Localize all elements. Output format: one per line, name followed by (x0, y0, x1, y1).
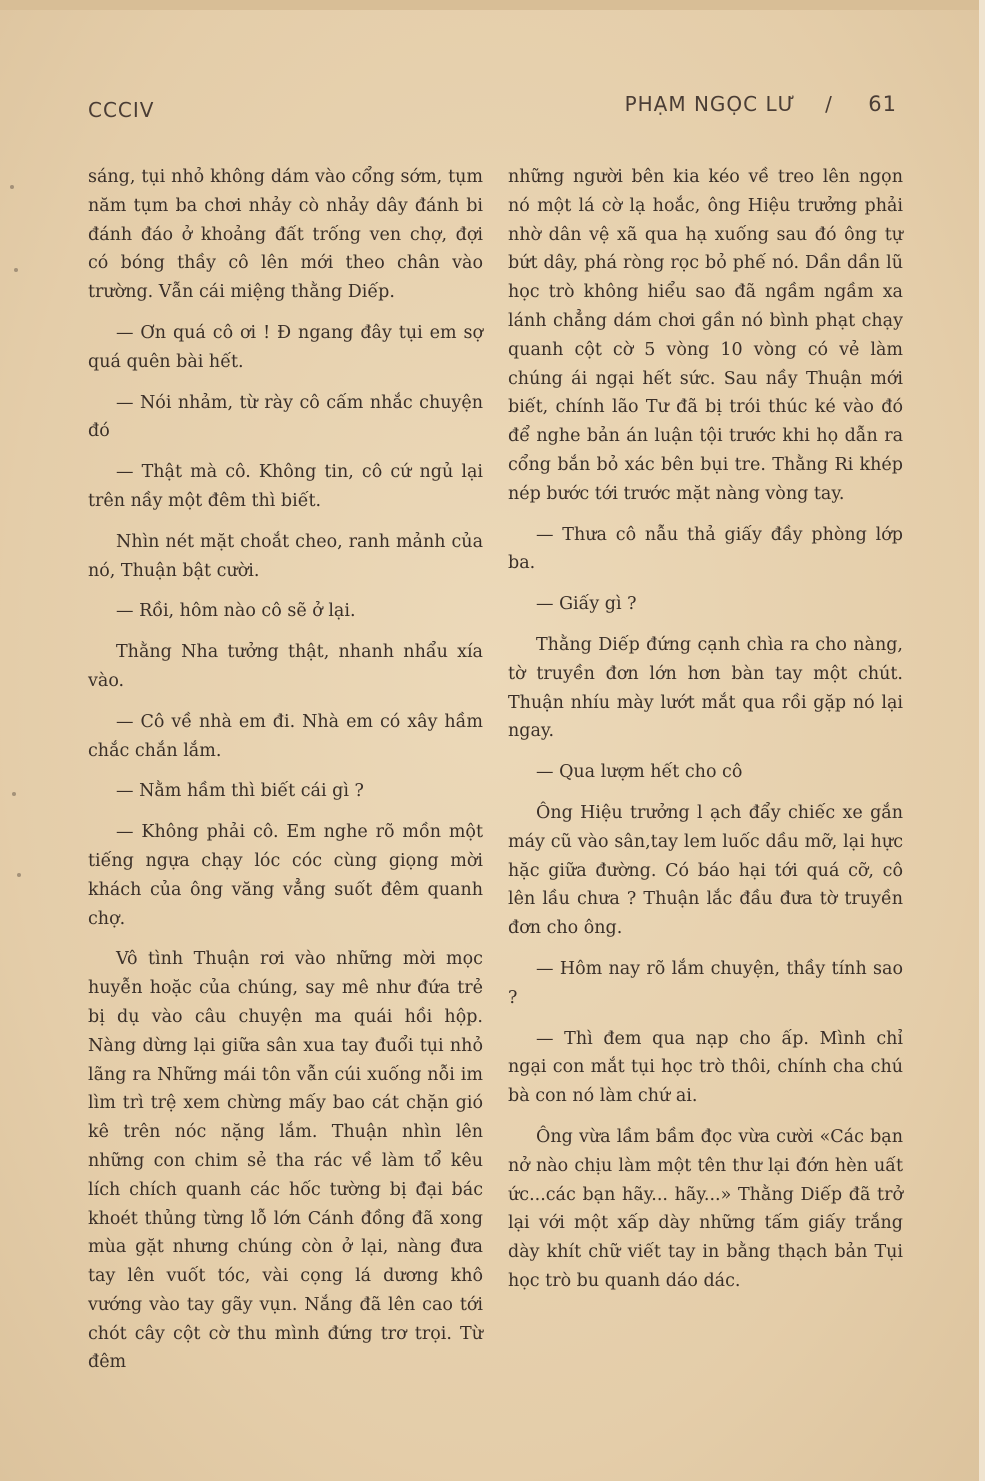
paragraph: — Cô về nhà em đi. Nhà em có xây hầm chắc chắn lắm. (88, 711, 483, 761)
paragraph: — Nói nhảm, từ rày cô cấm nhắc chuyện đó (88, 392, 483, 442)
page-top-edge (0, 0, 985, 10)
paper-speck (10, 185, 14, 189)
page-number: 61 (868, 92, 897, 116)
text-column-right (508, 163, 903, 1308)
journal-issue-label: CCCIV (88, 98, 155, 122)
paragraph: — Qua lượm hết cho cô (536, 762, 743, 783)
paragraph: sáng, tụi nhỏ không dám vào cổng sớm, tụm năm tụm ba chơi nhảy cò nhảy dây đánh bi đánh đáo ở khoảng đất trống ven chợ, đợi có bóng thầy cô lên mới theo chân vào trường. Vẫn cái miệng thằng Diếp. (88, 167, 483, 303)
paragraph: Ông vừa lầm bầm đọc vừa cười «Các bạn nở nào chịu làm một tên thư lại đớn hèn uất ức...các bạn hãy... hãy...» Thằng Diếp đã trở lại với một xấp dày những tấm giấy trắng dày khít chữ viết tay in bằng thạch bản Tụi học trò bu quanh dáo dác. (508, 1126, 903, 1291)
paragraph: Ông Hiệu trưởng l ạch đẩy chiếc xe gắn máy cũ vào sân,tay lem luốc dầu mỡ, lại hực hặc giữa đường. Có báo hại tới quá cỡ, cô lên lầu chưa ? Thuận lắc đầu đưa tờ truyền đơn cho ông. (508, 802, 903, 939)
paper-speck (12, 792, 16, 796)
paragraph: — Hôm nay rõ lắm chuyện, thầy tính sao ? (508, 958, 903, 1008)
paper-speck (14, 268, 18, 272)
paragraph: — Nằm hầm thì biết cái gì ? (116, 781, 364, 802)
paragraph: — Ơn quá cô ơi ! Đ ngang đây tụi em sợ quá quên bài hết. (88, 322, 483, 372)
author-name: PHẠM NGỌC LƯ (624, 92, 796, 116)
paragraph: — Giấy gì ? (536, 594, 637, 615)
paragraph: — Không phải cô. Em nghe rõ mồn một tiếng ngựa chạy lóc cóc cùng giọng mời khách của ông văng vẳng suốt đêm quanh chợ. (88, 822, 483, 929)
paragraph: — Thì đem qua nạp cho ấp. Mình chỉ ngại con mắt tụi học trò thôi, chính cha chú bà con nó làm chứ ai. (508, 1028, 903, 1107)
paragraph: những người bên kia kéo về treo lên ngọn nó một lá cờ lạ hoắc, ông Hiệu trưởng phải nhờ dân vệ xã qua hạ xuống sau đó ông tự bứt dây, phá ròng rọc bỏ phế nó. Dần dần lũ học trò không hiểu sao đã ngầm ngầm xa lánh chẳng dám chơi gần nó bình phạt chạy quanh cột cờ 5 vòng 10 vòng có vẻ làm chúng ái ngại hết sức. Sau nầy Thuận mới biết, chính lão Tư đã bị trói thúc ké vào đó để nghe bản án luận tội trước khi họ dẫn ra cổng bắn bỏ xác bên bụi tre. Thằng Ri khép nép bước tới trước mặt nàng vòng tay. (508, 167, 903, 504)
running-header (625, 92, 897, 116)
page-right-edge (979, 0, 985, 1481)
paragraph: Nhìn nét mặt choắt cheo, ranh mảnh của nó, Thuận bật cười. (88, 531, 483, 581)
header-separator: / (825, 92, 833, 116)
paragraph: — Thật mà cô. Không tin, cô cứ ngủ lại trên nầy một đêm thì biết. (88, 462, 483, 511)
paragraph: — Thưa cô nẫu thả giấy đầy phòng lớp ba. (508, 524, 903, 574)
text-column-left (88, 163, 483, 1389)
paper-speck (17, 873, 21, 877)
paragraph: Thằng Nha tưởng thật, nhanh nhẩu xía vào. (88, 642, 483, 691)
paragraph: Thằng Diếp đứng cạnh chìa ra cho nàng, tờ truyền đơn lớn hơn bàn tay một chút. Thuận nhíu mày lướt mắt qua rồi gặp nó lại ngay. (508, 634, 903, 742)
paragraph: Vô tình Thuận rơi vào những mời mọc huyễn hoặc của chúng, say mê như đứa trẻ bị dụ vào câu chuyện ma quái hồi hộp. Nàng dừng lại giữa sân xua tay đuổi tụi nhỏ lãng ra Những mái tôn vẫn cúi xuống nỗi im lìm trì trệ xem chừng mấy bao cát chặn gió kê trên nóc nặng lắm. Thuận nhìn lên những con chim sẻ tha rác về làm tổ kêu lích chích quanh các hốc tường bị đại bác khoét thủng từng lỗ lớn Cánh đồng đã xong mùa gặt nhưng chúng còn ở lại, nàng đưa tay lên vuốt tóc, vài cọng lá dương khô vướng vào tay gãy vụn. Nắng đã lên cao tới chót cây cột cờ thu mình đứng trơ trọi. Từ đêm (88, 949, 483, 1373)
paragraph: — Rồi, hôm nào cô sẽ ở lại. (116, 601, 356, 622)
